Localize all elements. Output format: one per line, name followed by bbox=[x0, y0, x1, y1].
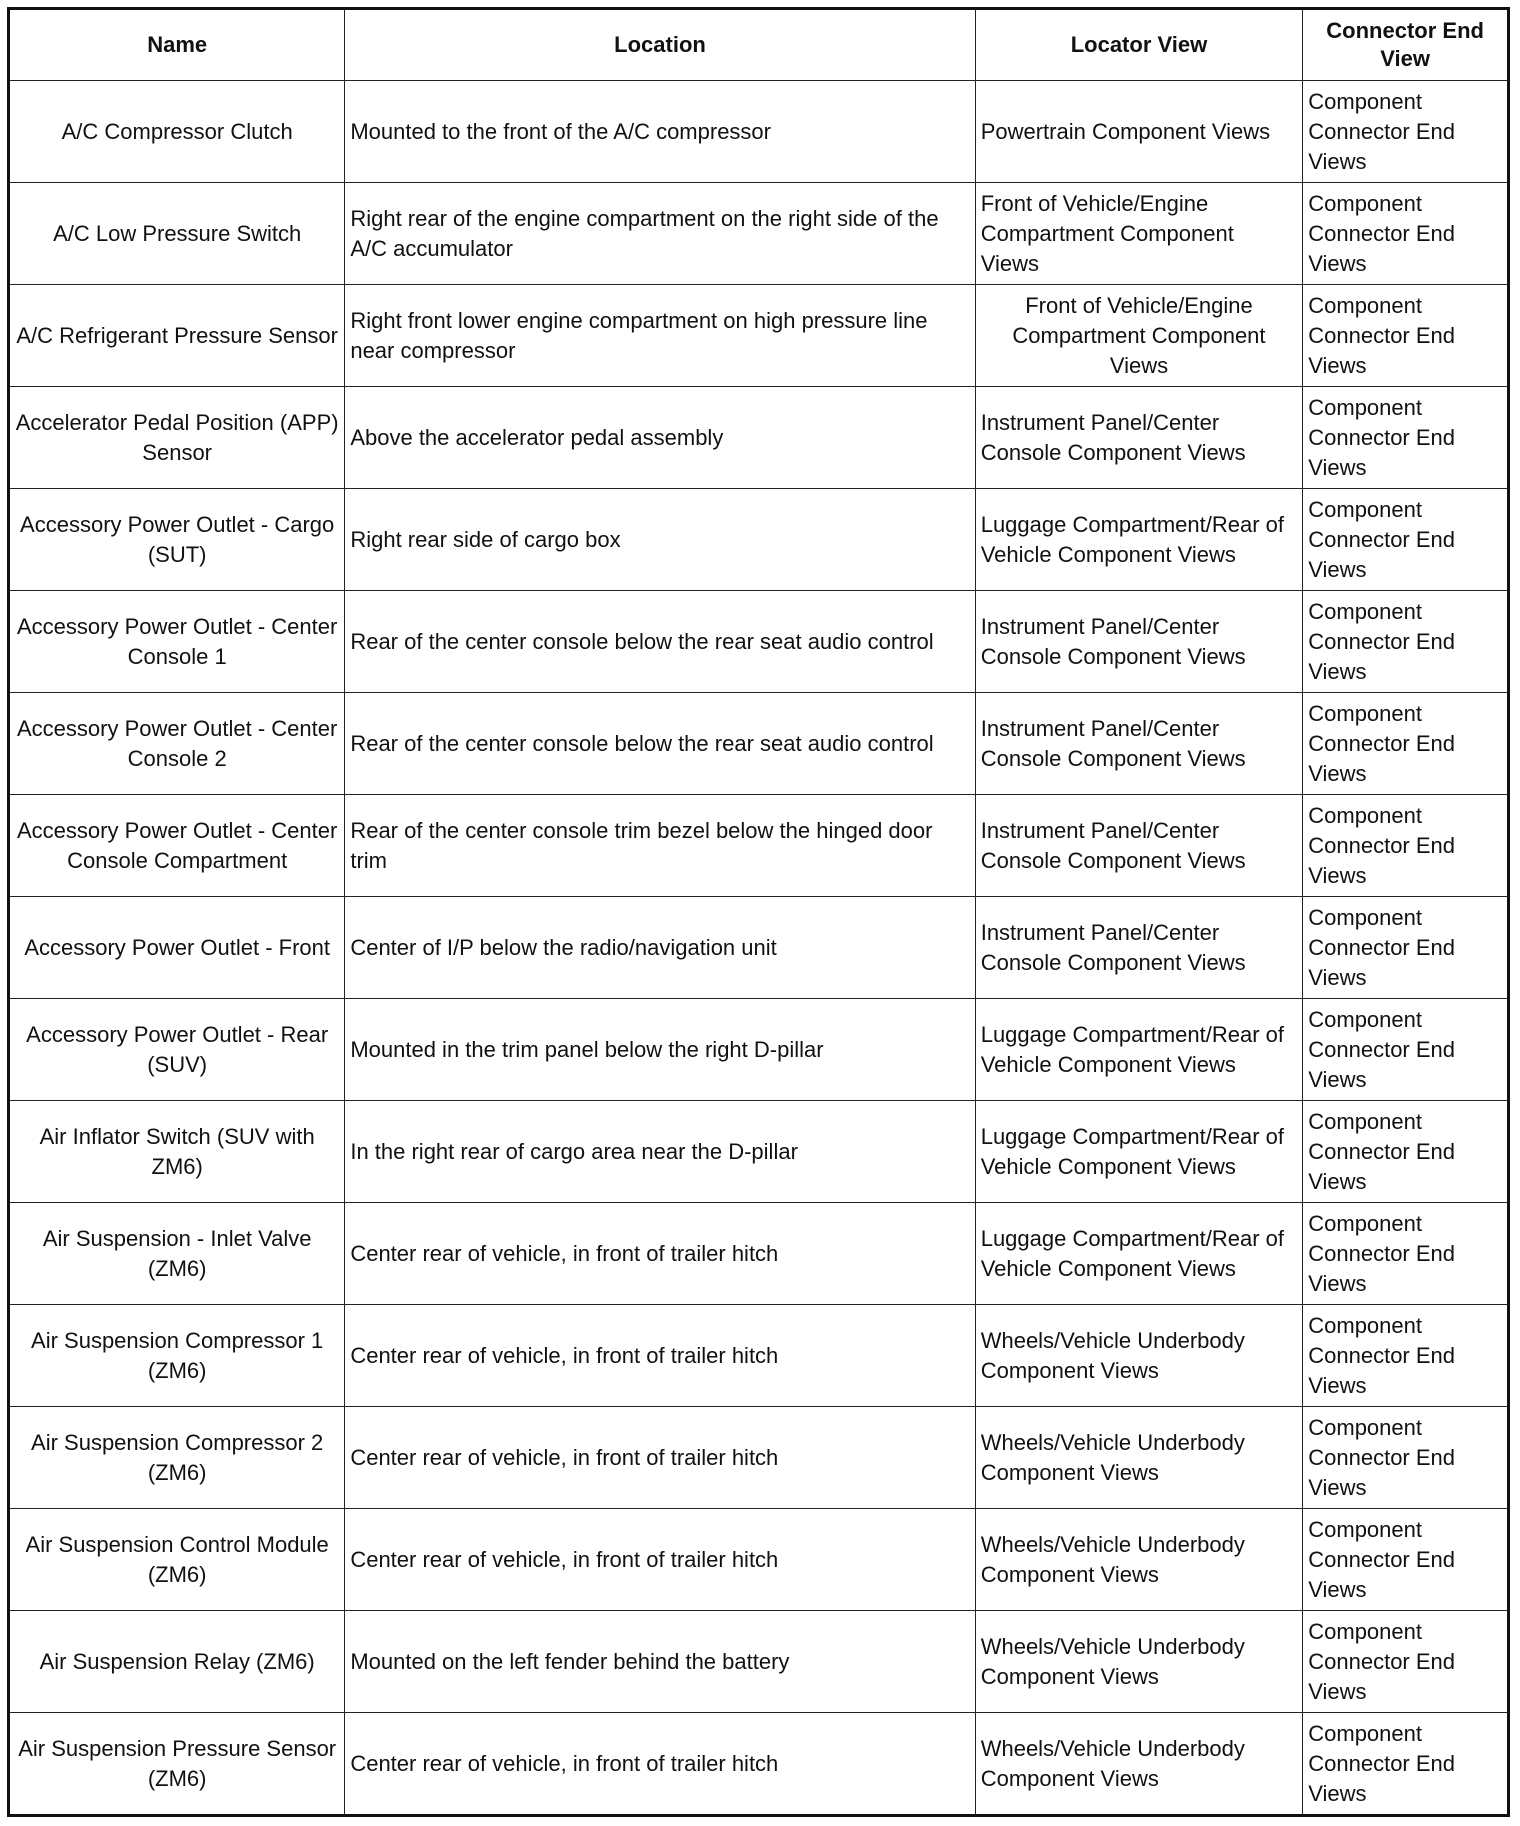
location-cell: Center rear of vehicle, in front of trailer hitch bbox=[345, 1203, 975, 1305]
name-cell: Air Inflator Switch (SUV with ZM6) bbox=[9, 1101, 345, 1203]
name-cell: Accessory Power Outlet - Center Console 2 bbox=[9, 693, 345, 795]
location-cell: Rear of the center console below the rear seat audio control bbox=[345, 591, 975, 693]
location-cell: Center rear of vehicle, in front of trailer hitch bbox=[345, 1305, 975, 1407]
locator-view-cell: Wheels/Vehicle Underbody Component Views bbox=[975, 1305, 1303, 1407]
connector-end-view-cell: Component Connector End Views bbox=[1303, 1509, 1509, 1611]
name-cell: Accessory Power Outlet - Rear (SUV) bbox=[9, 999, 345, 1101]
connector-end-view-cell: Component Connector End Views bbox=[1303, 1407, 1509, 1509]
locator-view-cell: Front of Vehicle/Engine Compartment Component Views bbox=[975, 285, 1303, 387]
table-row bbox=[9, 999, 1509, 1101]
name-cell: Air Suspension - Inlet Valve (ZM6) bbox=[9, 1203, 345, 1305]
location-cell: Mounted in the trim panel below the right D-pillar bbox=[345, 999, 975, 1101]
location-cell: Right rear side of cargo box bbox=[345, 489, 975, 591]
locator-view-cell: Front of Vehicle/Engine Compartment Component Views bbox=[975, 183, 1303, 285]
locator-view-cell: Wheels/Vehicle Underbody Component Views bbox=[975, 1509, 1303, 1611]
table-row bbox=[9, 795, 1509, 897]
locator-view-cell: Wheels/Vehicle Underbody Component Views bbox=[975, 1713, 1303, 1816]
header-name: Name bbox=[9, 9, 345, 81]
connector-end-view-cell: Component Connector End Views bbox=[1303, 387, 1509, 489]
name-cell: Accessory Power Outlet - Center Console Compartment bbox=[9, 795, 345, 897]
connector-end-view-cell: Component Connector End Views bbox=[1303, 1713, 1509, 1816]
table-row bbox=[9, 183, 1509, 285]
connector-end-view-cell: Component Connector End Views bbox=[1303, 795, 1509, 897]
location-cell: Center rear of vehicle, in front of trailer hitch bbox=[345, 1509, 975, 1611]
name-cell: Air Suspension Compressor 2 (ZM6) bbox=[9, 1407, 345, 1509]
locator-view-cell: Instrument Panel/Center Console Component Views bbox=[975, 387, 1303, 489]
connector-end-view-cell: Component Connector End Views bbox=[1303, 897, 1509, 999]
connector-end-view-cell: Component Connector End Views bbox=[1303, 1101, 1509, 1203]
location-cell: Rear of the center console below the rear seat audio control bbox=[345, 693, 975, 795]
table-row bbox=[9, 1509, 1509, 1611]
location-cell: Rear of the center console trim bezel below the hinged door trim bbox=[345, 795, 975, 897]
locator-view-cell: Wheels/Vehicle Underbody Component Views bbox=[975, 1407, 1303, 1509]
location-cell: Center of I/P below the radio/navigation unit bbox=[345, 897, 975, 999]
connector-end-view-cell: Component Connector End Views bbox=[1303, 693, 1509, 795]
locator-view-cell: Powertrain Component Views bbox=[975, 81, 1303, 183]
name-cell: Accessory Power Outlet - Cargo (SUT) bbox=[9, 489, 345, 591]
table-row bbox=[9, 1101, 1509, 1203]
name-cell: Air Suspension Relay (ZM6) bbox=[9, 1611, 345, 1713]
locator-view-cell: Instrument Panel/Center Console Component Views bbox=[975, 693, 1303, 795]
table-row bbox=[9, 387, 1509, 489]
header-locator-view: Locator View bbox=[975, 9, 1303, 81]
location-cell: Mounted to the front of the A/C compressor bbox=[345, 81, 975, 183]
locator-view-cell: Instrument Panel/Center Console Component Views bbox=[975, 897, 1303, 999]
connector-end-view-cell: Component Connector End Views bbox=[1303, 1611, 1509, 1713]
name-cell: A/C Refrigerant Pressure Sensor bbox=[9, 285, 345, 387]
table-row bbox=[9, 1407, 1509, 1509]
location-cell: Mounted on the left fender behind the battery bbox=[345, 1611, 975, 1713]
table-row bbox=[9, 1305, 1509, 1407]
locator-view-cell: Luggage Compartment/Rear of Vehicle Component Views bbox=[975, 1203, 1303, 1305]
name-cell: Air Suspension Compressor 1 (ZM6) bbox=[9, 1305, 345, 1407]
locator-view-cell: Wheels/Vehicle Underbody Component Views bbox=[975, 1611, 1303, 1713]
table-row bbox=[9, 591, 1509, 693]
header-connector-end-view: Connector End View bbox=[1303, 9, 1509, 81]
name-cell: Accessory Power Outlet - Front bbox=[9, 897, 345, 999]
location-cell: Above the accelerator pedal assembly bbox=[345, 387, 975, 489]
header-row bbox=[9, 9, 1509, 81]
location-cell: Center rear of vehicle, in front of trailer hitch bbox=[345, 1407, 975, 1509]
locator-view-cell: Luggage Compartment/Rear of Vehicle Component Views bbox=[975, 489, 1303, 591]
name-cell: A/C Low Pressure Switch bbox=[9, 183, 345, 285]
table-body bbox=[9, 81, 1509, 1816]
table-row bbox=[9, 1611, 1509, 1713]
location-cell: Right rear of the engine compartment on the right side of the A/C accumulator bbox=[345, 183, 975, 285]
table-row bbox=[9, 1713, 1509, 1816]
location-cell: Center rear of vehicle, in front of trailer hitch bbox=[345, 1713, 975, 1816]
connector-end-view-cell: Component Connector End Views bbox=[1303, 999, 1509, 1101]
table-row bbox=[9, 285, 1509, 387]
locator-view-cell: Luggage Compartment/Rear of Vehicle Component Views bbox=[975, 1101, 1303, 1203]
table-row bbox=[9, 897, 1509, 999]
connector-end-view-cell: Component Connector End Views bbox=[1303, 1305, 1509, 1407]
header-location: Location bbox=[345, 9, 975, 81]
name-cell: A/C Compressor Clutch bbox=[9, 81, 345, 183]
connector-end-view-cell: Component Connector End Views bbox=[1303, 285, 1509, 387]
name-cell: Air Suspension Control Module (ZM6) bbox=[9, 1509, 345, 1611]
connector-end-view-cell: Component Connector End Views bbox=[1303, 1203, 1509, 1305]
locator-view-cell: Instrument Panel/Center Console Component Views bbox=[975, 795, 1303, 897]
table-row bbox=[9, 693, 1509, 795]
connector-end-view-cell: Component Connector End Views bbox=[1303, 81, 1509, 183]
location-cell: Right front lower engine compartment on high pressure line near compressor bbox=[345, 285, 975, 387]
connector-end-view-cell: Component Connector End Views bbox=[1303, 591, 1509, 693]
location-cell: In the right rear of cargo area near the D-pillar bbox=[345, 1101, 975, 1203]
name-cell: Air Suspension Pressure Sensor (ZM6) bbox=[9, 1713, 345, 1816]
connector-end-view-cell: Component Connector End Views bbox=[1303, 489, 1509, 591]
locator-view-cell: Instrument Panel/Center Console Component Views bbox=[975, 591, 1303, 693]
table-row bbox=[9, 1203, 1509, 1305]
connector-end-view-cell: Component Connector End Views bbox=[1303, 183, 1509, 285]
name-cell: Accelerator Pedal Position (APP) Sensor bbox=[9, 387, 345, 489]
component-locator-table bbox=[7, 7, 1510, 1817]
table-row bbox=[9, 81, 1509, 183]
table-row bbox=[9, 489, 1509, 591]
locator-view-cell: Luggage Compartment/Rear of Vehicle Component Views bbox=[975, 999, 1303, 1101]
name-cell: Accessory Power Outlet - Center Console 1 bbox=[9, 591, 345, 693]
